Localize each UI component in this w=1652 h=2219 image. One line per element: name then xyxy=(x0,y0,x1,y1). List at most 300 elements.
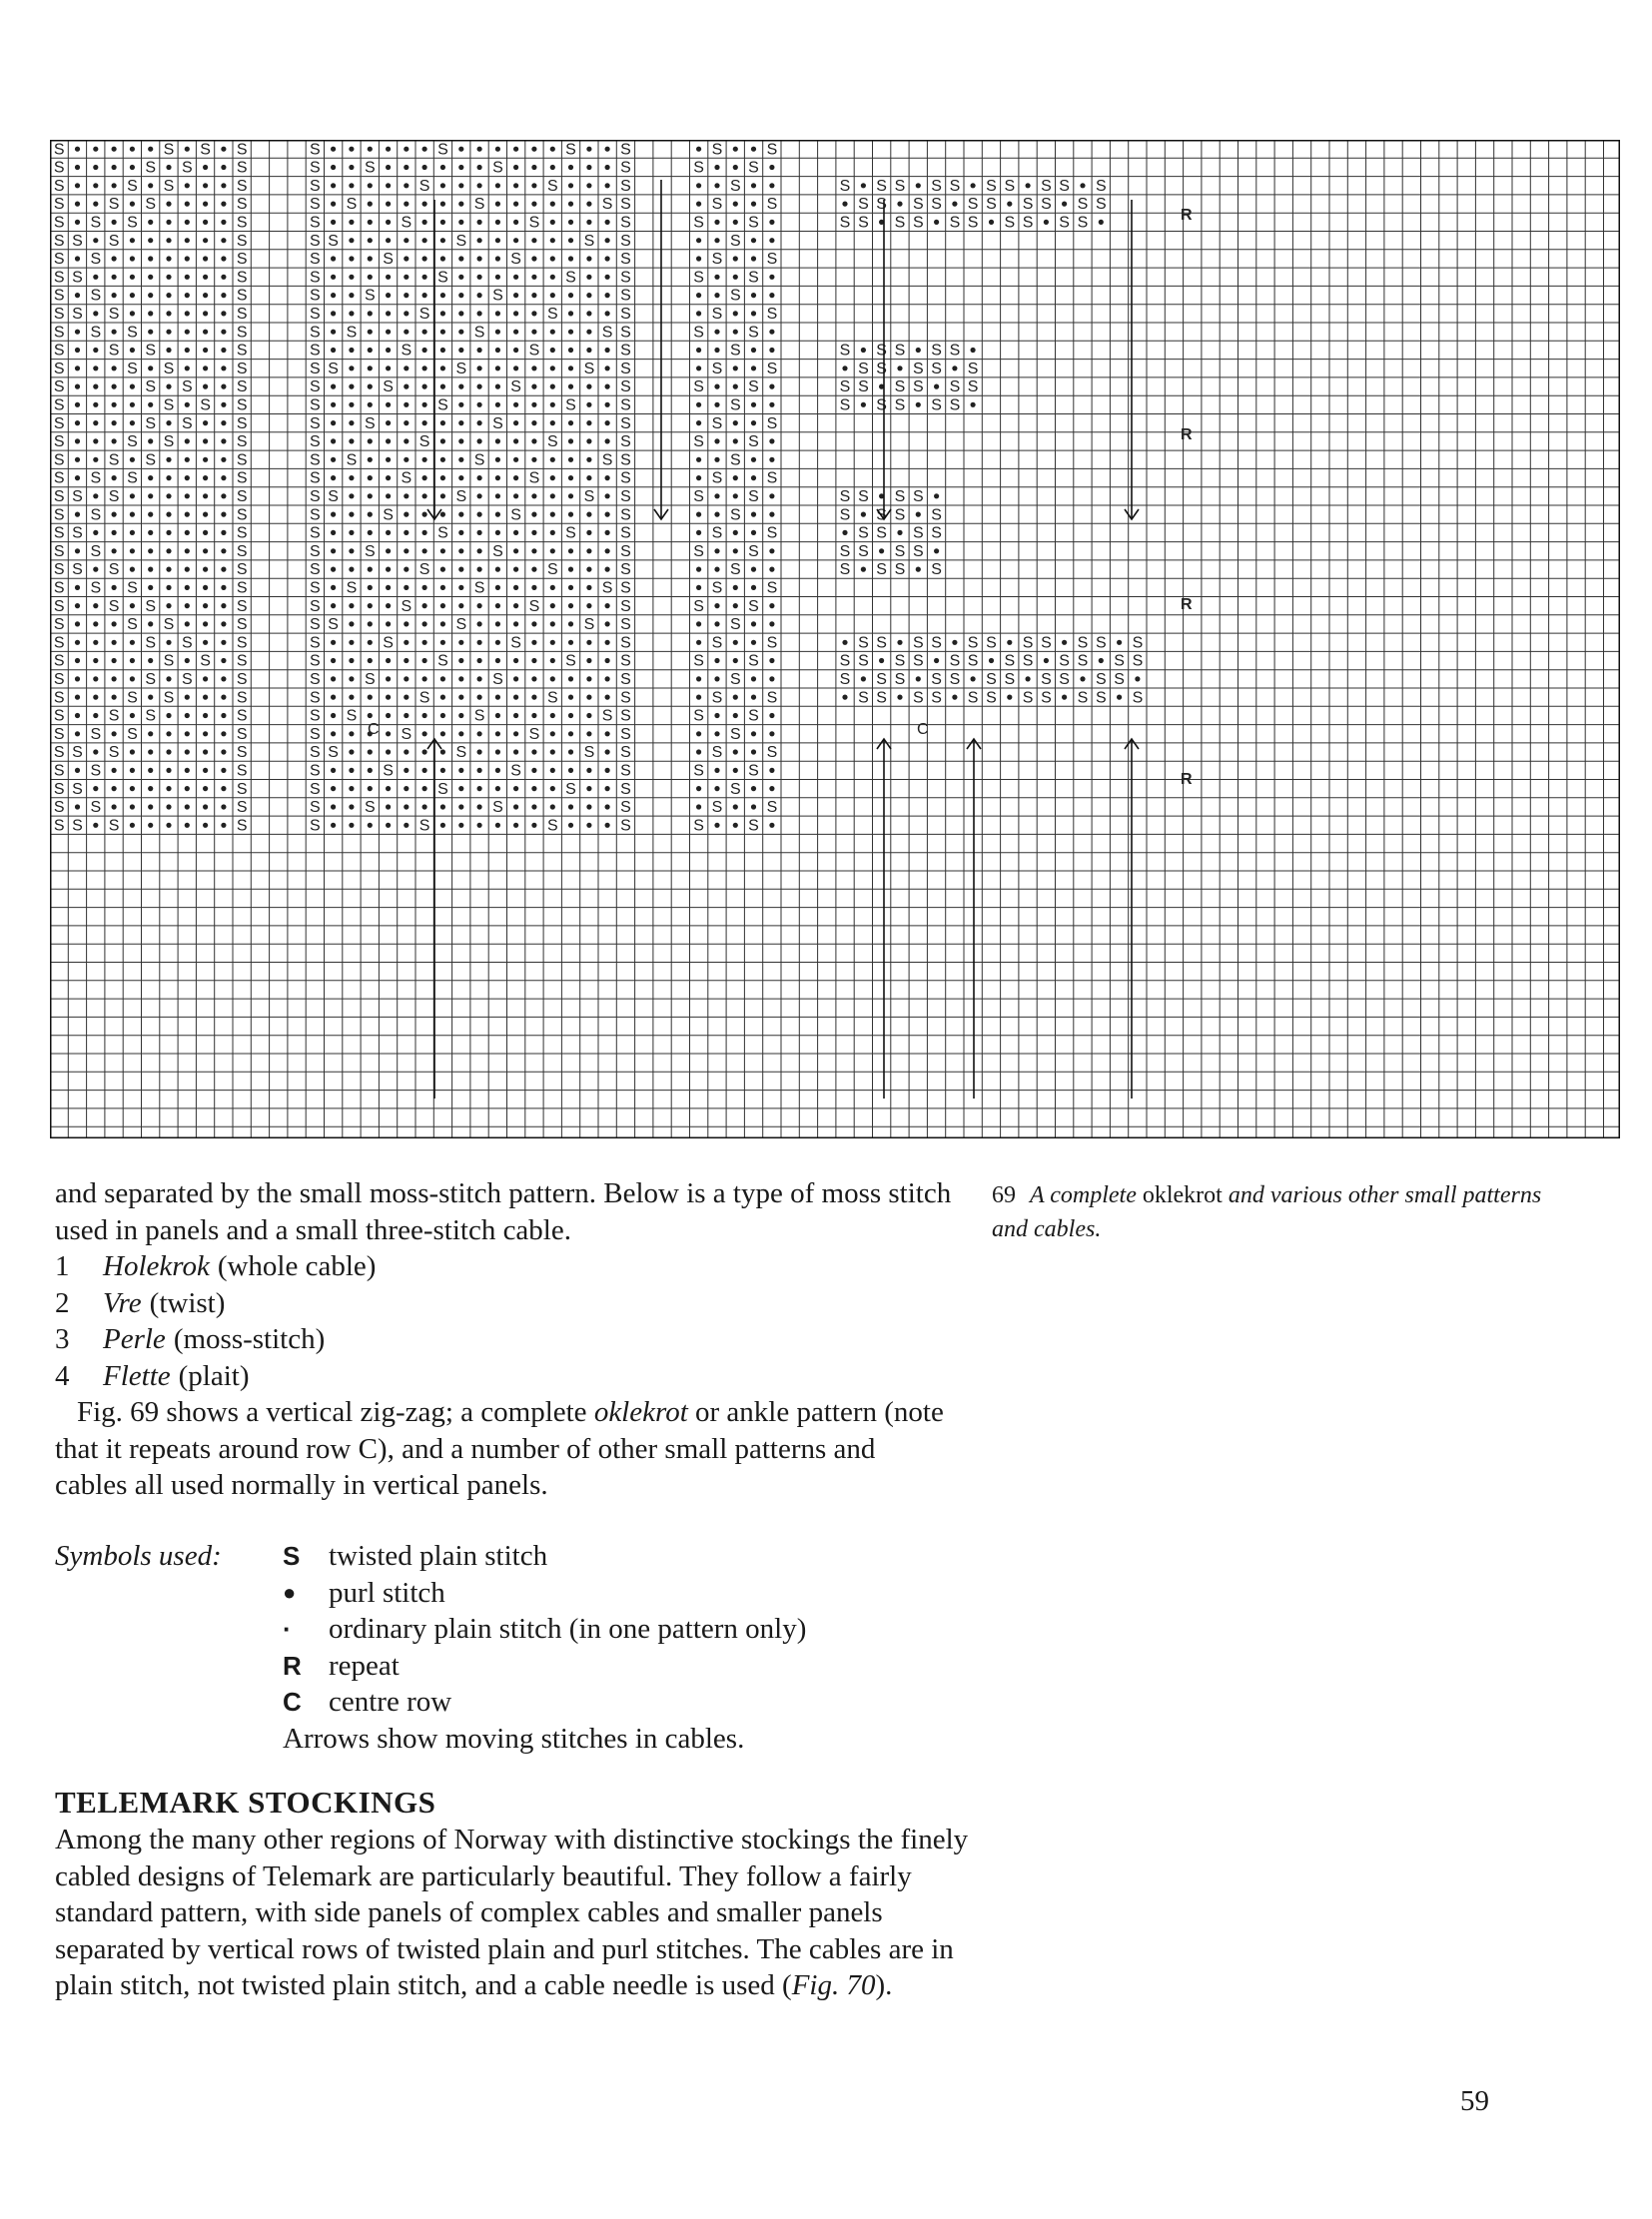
stitch-twisted-plain: S xyxy=(53,287,65,305)
stitch-purl xyxy=(368,749,373,754)
stitch-purl xyxy=(148,311,153,316)
stitch-twisted-plain: S xyxy=(90,469,102,487)
stitch-purl xyxy=(166,768,171,773)
figure-caption xyxy=(992,1178,1551,1246)
stitch-twisted-plain: S xyxy=(949,342,961,360)
stitch-purl xyxy=(349,768,354,773)
stitch-twisted-plain: S xyxy=(53,744,65,762)
stitch-purl xyxy=(934,548,939,553)
stitch-purl xyxy=(861,512,866,517)
stitch-twisted-plain: S xyxy=(236,469,248,487)
stitch-purl xyxy=(404,330,409,335)
stitch-twisted-plain: S xyxy=(876,524,887,542)
stitch-purl xyxy=(952,640,957,645)
stitch-purl xyxy=(495,603,500,608)
stitch-purl xyxy=(221,165,226,170)
stitch-twisted-plain: S xyxy=(693,159,704,177)
stitch-purl xyxy=(495,585,500,590)
stitch-purl xyxy=(440,366,445,370)
stitch-purl xyxy=(422,731,427,736)
stitch-purl xyxy=(368,348,373,353)
stitch-twisted-plain: S xyxy=(309,524,321,542)
stitch-purl xyxy=(203,548,208,553)
stitch-purl xyxy=(386,676,391,681)
term-gloss: (moss-stitch) xyxy=(173,1323,326,1355)
stitch-twisted-plain: S xyxy=(53,232,65,250)
stitch-purl xyxy=(203,311,208,316)
stitch-twisted-plain: S xyxy=(108,232,120,250)
stitch-purl xyxy=(203,366,208,370)
stitch-purl xyxy=(221,640,226,645)
stitch-twisted-plain: S xyxy=(766,251,778,269)
stitch-purl xyxy=(404,768,409,773)
symbol-item xyxy=(283,1611,982,1648)
stitch-purl xyxy=(550,293,555,298)
stitch-purl xyxy=(696,786,701,791)
stitch-twisted-plain: S xyxy=(309,780,321,798)
stitch-purl xyxy=(568,311,573,316)
stitch-purl xyxy=(130,676,135,681)
stitch-purl xyxy=(550,768,555,773)
stitch-purl xyxy=(203,512,208,517)
stitch-purl xyxy=(349,804,354,809)
stitch-twisted-plain: S xyxy=(181,414,193,432)
stitch-twisted-plain: S xyxy=(931,634,942,652)
stitch-purl xyxy=(386,567,391,572)
stitch-purl xyxy=(422,348,427,353)
stitch-purl xyxy=(130,749,135,754)
stitch-purl xyxy=(477,676,482,681)
stitch-twisted-plain: S xyxy=(53,689,65,707)
stitch-purl xyxy=(75,731,80,736)
stitch-purl xyxy=(477,165,482,170)
stitch-twisted-plain: S xyxy=(309,196,321,214)
stitch-purl xyxy=(477,530,482,535)
stitch-twisted-plain: S xyxy=(766,634,778,652)
stitch-purl xyxy=(203,220,208,225)
stitch-purl xyxy=(422,420,427,425)
section-fig-ref: Fig. 70 xyxy=(791,1969,876,2001)
stitch-purl xyxy=(368,512,373,517)
stitch-twisted-plain: S xyxy=(127,360,138,377)
stitch-purl xyxy=(477,548,482,553)
stitch-purl xyxy=(404,165,409,170)
stitch-purl xyxy=(550,603,555,608)
stitch-twisted-plain: S xyxy=(766,414,778,432)
stitch-purl xyxy=(404,621,409,626)
stitch-purl xyxy=(714,402,719,407)
stitch-purl xyxy=(605,293,610,298)
stitch-twisted-plain: S xyxy=(620,306,631,323)
stitch-purl xyxy=(605,402,610,407)
stitch-purl xyxy=(733,768,738,773)
stitch-purl xyxy=(148,768,153,773)
stitch-purl xyxy=(185,493,190,498)
stitch-purl xyxy=(221,384,226,389)
stitch-purl xyxy=(221,220,226,225)
stitch-purl xyxy=(148,438,153,443)
stitch-purl xyxy=(368,183,373,188)
stitch-purl xyxy=(769,493,774,498)
stitch-twisted-plain: S xyxy=(145,342,157,360)
stitch-twisted-plain: S xyxy=(72,780,83,798)
stitch-purl xyxy=(368,147,373,152)
stitch-purl xyxy=(422,749,427,754)
stitch-twisted-plain: S xyxy=(1077,652,1089,670)
stitch-purl xyxy=(93,384,98,389)
stitch-purl xyxy=(440,420,445,425)
stitch-purl xyxy=(440,640,445,645)
term-name: Holekrok xyxy=(103,1250,210,1282)
stitch-purl xyxy=(751,147,756,152)
symbols-lead: Symbols used: xyxy=(55,1540,222,1572)
stitch-purl xyxy=(203,420,208,425)
stitch-twisted-plain: S xyxy=(53,269,65,287)
stitch-purl xyxy=(696,585,701,590)
stitch-purl xyxy=(568,475,573,480)
stitch-purl xyxy=(897,640,902,645)
stitch-twisted-plain: S xyxy=(309,762,321,780)
stitch-purl xyxy=(513,147,518,152)
stitch-purl xyxy=(221,457,226,462)
stitch-purl xyxy=(185,457,190,462)
stitch-purl xyxy=(422,658,427,663)
stitch-twisted-plain: S xyxy=(693,542,704,560)
stitch-purl xyxy=(349,823,354,828)
stitch-twisted-plain: S xyxy=(1022,634,1034,652)
stitch-twisted-plain: S xyxy=(309,396,321,414)
stitch-purl xyxy=(714,238,719,243)
stitch-twisted-plain: S xyxy=(620,251,631,269)
stitch-purl xyxy=(458,548,463,553)
stitch-purl xyxy=(130,402,135,407)
stitch-twisted-plain: S xyxy=(53,433,65,451)
stitch-purl xyxy=(751,749,756,754)
stitch-twisted-plain: S xyxy=(364,671,376,688)
stitch-twisted-plain: S xyxy=(766,744,778,762)
stitch-purl xyxy=(550,621,555,626)
stitch-purl xyxy=(130,165,135,170)
stitch-purl xyxy=(477,621,482,626)
stitch-purl xyxy=(531,548,536,553)
stitch-purl xyxy=(203,475,208,480)
stitch-twisted-plain: S xyxy=(1077,634,1089,652)
stitch-purl xyxy=(349,438,354,443)
stitch-purl xyxy=(696,676,701,681)
stitch-purl xyxy=(368,786,373,791)
stitch-purl xyxy=(513,585,518,590)
stitch-purl xyxy=(185,366,190,370)
stitch-twisted-plain: S xyxy=(236,561,248,579)
stitch-purl xyxy=(331,676,336,681)
stitch-twisted-plain: S xyxy=(583,360,595,377)
stitch-purl xyxy=(495,493,500,498)
stitch-purl xyxy=(386,713,391,718)
stitch-purl xyxy=(751,293,756,298)
stitch-purl xyxy=(513,695,518,700)
stitch-purl xyxy=(714,658,719,663)
stitch-purl xyxy=(185,293,190,298)
stitch-twisted-plain: S xyxy=(748,378,759,396)
stitch-purl xyxy=(605,640,610,645)
stitch-twisted-plain: S xyxy=(748,542,759,560)
stitch-purl xyxy=(93,493,98,498)
symbol-label: twisted plain stitch xyxy=(329,1540,548,1572)
stitch-purl xyxy=(148,366,153,370)
stitch-purl xyxy=(368,366,373,370)
stitch-purl xyxy=(112,786,117,791)
symbol-item xyxy=(283,1684,982,1721)
stitch-twisted-plain: S xyxy=(620,652,631,670)
stitch-twisted-plain: S xyxy=(693,433,704,451)
stitch-purl xyxy=(221,731,226,736)
stitch-twisted-plain: S xyxy=(163,652,175,670)
stitch-twisted-plain: S xyxy=(1022,689,1034,707)
stitch-twisted-plain: S xyxy=(894,506,906,524)
stitch-purl xyxy=(349,475,354,480)
stitch-purl xyxy=(203,676,208,681)
stitch-purl xyxy=(221,585,226,590)
stitch-twisted-plain: S xyxy=(839,177,851,195)
stitch-twisted-plain: S xyxy=(967,652,979,670)
stitch-purl xyxy=(458,202,463,207)
stitch-purl xyxy=(349,493,354,498)
stitch-twisted-plain: S xyxy=(127,579,138,597)
stitch-twisted-plain: S xyxy=(90,762,102,780)
stitch-purl xyxy=(733,640,738,645)
stitch-purl xyxy=(495,348,500,353)
stitch-twisted-plain: S xyxy=(90,214,102,232)
stitch-purl xyxy=(368,603,373,608)
stitch-twisted-plain: S xyxy=(729,232,741,250)
stitch-purl xyxy=(477,731,482,736)
stitch-purl xyxy=(349,238,354,243)
stitch-twisted-plain: S xyxy=(1041,689,1052,707)
intro-text: and separated by the small moss-stitch pattern. Below is a type of moss stitch used in panels and a small three-stitch cable. xyxy=(55,1177,952,1246)
stitch-purl xyxy=(75,548,80,553)
stitch-purl xyxy=(513,749,518,754)
centre-row-label-right: C xyxy=(917,721,929,738)
stitch-purl xyxy=(458,658,463,663)
stitch-twisted-plain: S xyxy=(1041,671,1052,688)
stitch-twisted-plain: S xyxy=(510,506,521,524)
stitch-twisted-plain: S xyxy=(364,287,376,305)
stitch-twisted-plain: S xyxy=(601,451,613,469)
stitch-purl xyxy=(605,384,610,389)
stitch-purl xyxy=(714,786,719,791)
stitch-purl xyxy=(331,330,336,335)
stitch-purl xyxy=(368,475,373,480)
stitch-purl xyxy=(495,640,500,645)
stitch-purl xyxy=(404,275,409,280)
stitch-twisted-plain: S xyxy=(53,342,65,360)
stitch-purl xyxy=(568,676,573,681)
stitch-twisted-plain: S xyxy=(620,616,631,634)
stitch-purl xyxy=(605,438,610,443)
stitch-purl xyxy=(879,658,884,663)
stitch-purl xyxy=(203,438,208,443)
stitch-purl xyxy=(185,220,190,225)
stitch-twisted-plain: S xyxy=(236,616,248,634)
stitch-twisted-plain: S xyxy=(546,177,558,195)
stitch-twisted-plain: S xyxy=(53,671,65,688)
stitch-purl xyxy=(331,548,336,553)
stitch-purl xyxy=(112,548,117,553)
stitch-twisted-plain: S xyxy=(876,671,887,688)
stitch-purl xyxy=(586,183,591,188)
stitch-purl xyxy=(568,603,573,608)
stitch-purl xyxy=(879,548,884,553)
stitch-twisted-plain: S xyxy=(53,616,65,634)
stitch-twisted-plain: S xyxy=(1059,652,1070,670)
stitch-purl xyxy=(166,384,171,389)
stitch-purl xyxy=(513,475,518,480)
stitch-purl xyxy=(440,293,445,298)
stitch-twisted-plain: S xyxy=(437,780,448,798)
stitch-purl xyxy=(605,749,610,754)
stitch-purl xyxy=(842,202,847,207)
stitch-purl xyxy=(386,585,391,590)
stitch-purl xyxy=(166,585,171,590)
stitch-twisted-plain: S xyxy=(986,671,997,688)
stitch-twisted-plain: S xyxy=(748,762,759,780)
stitch-purl xyxy=(349,530,354,535)
stitch-twisted-plain: S xyxy=(236,214,248,232)
stitch-purl xyxy=(166,457,171,462)
stitch-purl xyxy=(989,220,994,225)
stitch-twisted-plain: S xyxy=(53,762,65,780)
stitch-twisted-plain: S xyxy=(729,396,741,414)
stitch-purl xyxy=(733,275,738,280)
stitch-purl xyxy=(331,220,336,225)
stitch-twisted-plain: S xyxy=(236,524,248,542)
stitch-purl xyxy=(586,585,591,590)
stitch-purl xyxy=(568,438,573,443)
stitch-purl xyxy=(112,768,117,773)
stitch-purl xyxy=(422,768,427,773)
stitch-twisted-plain: S xyxy=(912,196,924,214)
stitch-twisted-plain: S xyxy=(729,287,741,305)
stitch-twisted-plain: S xyxy=(127,689,138,707)
stitch-purl xyxy=(148,256,153,261)
stitch-twisted-plain: S xyxy=(620,506,631,524)
stitch-purl xyxy=(112,585,117,590)
stitch-purl xyxy=(130,275,135,280)
stitch-purl xyxy=(221,621,226,626)
stitch-twisted-plain: S xyxy=(620,451,631,469)
stitch-purl xyxy=(368,621,373,626)
stitch-twisted-plain: S xyxy=(236,671,248,688)
stitch-purl xyxy=(477,823,482,828)
stitch-twisted-plain: S xyxy=(876,342,887,360)
stitch-twisted-plain: S xyxy=(163,689,175,707)
stitch-twisted-plain: S xyxy=(53,141,65,159)
stitch-purl xyxy=(934,384,939,389)
stitch-purl xyxy=(203,749,208,754)
stitch-purl xyxy=(440,676,445,681)
stitch-twisted-plain: S xyxy=(693,324,704,342)
stitch-purl xyxy=(531,183,536,188)
stitch-purl xyxy=(531,621,536,626)
stitch-purl xyxy=(221,238,226,243)
stitch-twisted-plain: S xyxy=(418,177,430,195)
stitch-purl xyxy=(166,202,171,207)
stitch-twisted-plain: S xyxy=(766,360,778,377)
section-paragraph xyxy=(55,1822,974,2004)
stitch-purl xyxy=(495,384,500,389)
symbol-glyph: C xyxy=(283,1687,302,1717)
stitch-purl xyxy=(368,438,373,443)
stitch-purl xyxy=(531,438,536,443)
stitch-purl xyxy=(422,402,427,407)
stitch-purl xyxy=(586,676,591,681)
stitch-purl xyxy=(531,695,536,700)
stitch-twisted-plain: S xyxy=(236,414,248,432)
stitch-purl xyxy=(386,275,391,280)
stitch-purl xyxy=(368,238,373,243)
stitch-purl xyxy=(513,567,518,572)
stitch-purl xyxy=(733,475,738,480)
stitch-purl xyxy=(130,348,135,353)
stitch-twisted-plain: S xyxy=(236,342,248,360)
stitch-purl xyxy=(696,457,701,462)
stitch-purl xyxy=(1044,220,1049,225)
stitch-purl xyxy=(1007,640,1012,645)
stitch-purl xyxy=(404,202,409,207)
stitch-purl xyxy=(586,512,591,517)
stitch-purl xyxy=(148,220,153,225)
stitch-twisted-plain: S xyxy=(236,762,248,780)
stitch-twisted-plain: S xyxy=(711,360,723,377)
stitch-purl xyxy=(733,603,738,608)
stitch-purl xyxy=(477,402,482,407)
stitch-purl xyxy=(495,768,500,773)
stitch-twisted-plain: S xyxy=(1041,634,1052,652)
stitch-purl xyxy=(568,713,573,718)
stitch-twisted-plain: S xyxy=(711,744,723,762)
stitch-twisted-plain: S xyxy=(418,817,430,835)
stitch-purl xyxy=(751,402,756,407)
stitch-purl xyxy=(531,402,536,407)
stitch-purl xyxy=(148,786,153,791)
stitch-purl xyxy=(897,202,902,207)
stitch-twisted-plain: S xyxy=(931,396,942,414)
stitch-purl xyxy=(531,804,536,809)
stitch-purl xyxy=(130,786,135,791)
stitch-purl xyxy=(185,603,190,608)
stitch-purl xyxy=(495,402,500,407)
stitch-purl xyxy=(513,676,518,681)
stitch-twisted-plain: S xyxy=(309,141,321,159)
stitch-purl xyxy=(605,238,610,243)
stitch-purl xyxy=(386,402,391,407)
stitch-purl xyxy=(513,493,518,498)
fig-para-part1: Fig. 69 shows a vertical zig-zag; a complete xyxy=(77,1396,594,1428)
stitch-purl xyxy=(458,676,463,681)
stitch-purl xyxy=(148,512,153,517)
stitch-purl xyxy=(331,438,336,443)
stitch-purl xyxy=(368,457,373,462)
stitch-twisted-plain: S xyxy=(1095,689,1107,707)
stitch-twisted-plain: S xyxy=(711,799,723,817)
stitch-twisted-plain: S xyxy=(309,433,321,451)
stitch-purl xyxy=(422,530,427,535)
stitch-purl xyxy=(112,438,117,443)
stitch-purl xyxy=(422,512,427,517)
knitting-chart-figure xyxy=(50,140,1620,1138)
stitch-purl xyxy=(477,348,482,353)
stitch-purl xyxy=(495,457,500,462)
